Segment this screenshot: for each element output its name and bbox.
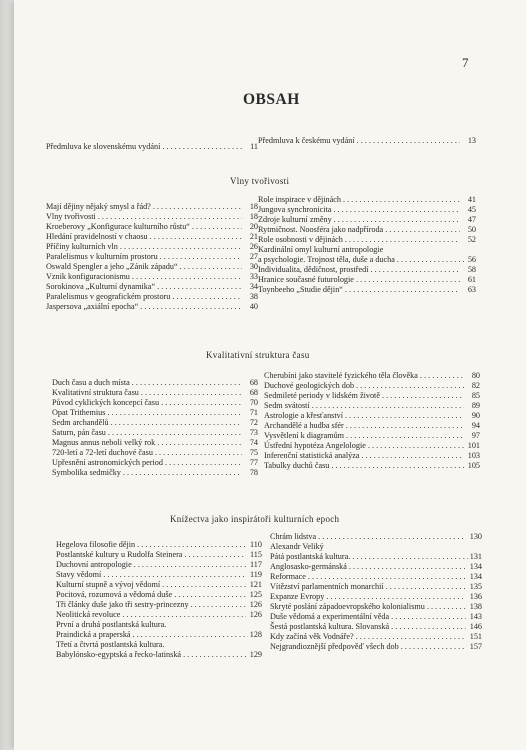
toc-entry-title: Sedm svátostí bbox=[264, 401, 310, 410]
dot-leader bbox=[184, 550, 246, 560]
toc-entry-title: Astrologie a křesťanství bbox=[264, 411, 343, 420]
book-page bbox=[14, 0, 526, 750]
toc-entry[interactable] bbox=[52, 408, 258, 418]
section-heading: Vlny tvořivosti bbox=[230, 176, 290, 186]
toc-entry-page: 58 bbox=[467, 265, 476, 274]
dot-leader bbox=[153, 202, 242, 212]
toc-entry-title: Paralelismus v kulturním prostoru bbox=[46, 252, 158, 261]
toc-entry[interactable] bbox=[46, 242, 258, 252]
toc-entry[interactable] bbox=[258, 235, 476, 245]
toc-entry[interactable]: Předmluva ke slovenskému vydání . . . 11 bbox=[46, 142, 258, 152]
toc-entry-title: Tabulky duchů času bbox=[264, 461, 330, 470]
toc-entry-title: Sorokinova „Kulturní dynamika“ bbox=[46, 282, 156, 291]
toc-entry[interactable] bbox=[270, 622, 482, 632]
dot-leader bbox=[192, 222, 242, 232]
toc-entry-title: Kulturní stupně a vývoj vědomí bbox=[56, 580, 161, 589]
toc-entry[interactable] bbox=[52, 388, 258, 398]
toc-entry-page: 18 bbox=[249, 212, 258, 221]
dot-leader bbox=[98, 212, 242, 222]
dot-leader bbox=[155, 448, 242, 458]
toc-entry[interactable]: Předmluva k českému vydání . . . 13 bbox=[258, 136, 476, 146]
toc-entry-title: Praindická a praperská bbox=[56, 630, 131, 639]
dot-leader bbox=[386, 582, 466, 592]
toc-entry-page: 103 bbox=[467, 451, 480, 460]
dot-leader bbox=[133, 630, 248, 640]
toc-entry-title: Duše vědomá a experimentální věda bbox=[270, 612, 390, 621]
dot-leader bbox=[172, 292, 242, 302]
dot-leader bbox=[180, 262, 242, 272]
toc-entry-title: Jaspersova „axiální epocha“ bbox=[46, 302, 139, 311]
toc-entry-title: Expanze Evropy bbox=[270, 592, 325, 601]
toc-entry-title: Reformace bbox=[270, 572, 306, 581]
dot-leader bbox=[162, 580, 246, 590]
toc-entry-title: Sedmileté periody v lidském životě bbox=[264, 391, 380, 400]
toc-entry-page: 82 bbox=[471, 381, 480, 390]
toc-entry-page: 52 bbox=[467, 235, 476, 244]
toc-entry[interactable] bbox=[258, 225, 476, 235]
toc-entry[interactable] bbox=[56, 560, 262, 570]
toc-entry[interactable] bbox=[264, 441, 480, 451]
dot-leader bbox=[397, 255, 466, 265]
toc-entry-page: 72 bbox=[249, 418, 258, 427]
toc-column-left bbox=[56, 540, 262, 660]
dot-leader bbox=[349, 562, 466, 572]
dot-leader bbox=[345, 285, 460, 295]
toc-entry-title: Archandělé a hudba sfér bbox=[264, 421, 344, 430]
toc-entry-title: Vznik konfiguracionismu bbox=[46, 272, 130, 281]
toc-entry-page: 126 bbox=[249, 610, 262, 619]
dot-leader bbox=[108, 428, 242, 438]
toc-entry[interactable] bbox=[46, 292, 258, 302]
toc-entry-page: 129 bbox=[249, 650, 262, 659]
dot-leader bbox=[346, 421, 464, 431]
toc-entry-page: 27 bbox=[249, 252, 258, 261]
toc-entry-page: 105 bbox=[467, 461, 480, 470]
toc-entry[interactable] bbox=[46, 222, 258, 232]
toc-entry-page: 75 bbox=[249, 448, 258, 457]
toc-entry-title: a psychologie. Trojnost těla, duše a ducha bbox=[258, 255, 395, 264]
dot-leader bbox=[123, 468, 242, 478]
dot-leader bbox=[345, 411, 464, 421]
toc-entry-title: Anglosasko-germánská bbox=[270, 562, 347, 571]
toc-entry-page: 101 bbox=[467, 441, 480, 450]
toc-entry[interactable] bbox=[258, 205, 476, 215]
toc-entry[interactable] bbox=[258, 245, 476, 265]
toc-entry[interactable] bbox=[270, 642, 482, 652]
dot-leader bbox=[132, 378, 242, 388]
dot-leader bbox=[343, 195, 460, 205]
toc-entry-title: Pátá postlantská kultura. bbox=[270, 552, 351, 561]
toc-entry-title: Upřesnění astronomických period bbox=[52, 458, 163, 467]
toc-entry-title: Původ cyklických koncepcí času bbox=[52, 398, 160, 407]
toc-entry-title: Neolitická revoluce bbox=[56, 610, 121, 619]
toc-column-left bbox=[46, 202, 258, 312]
toc-entry-title: Zdroje kulturní změny bbox=[258, 215, 332, 224]
dot-leader bbox=[361, 451, 464, 461]
toc-entry-page: 71 bbox=[249, 408, 258, 417]
toc-entry-page: 151 bbox=[469, 632, 482, 641]
dot-leader bbox=[318, 532, 466, 542]
toc-entry-page: 131 bbox=[469, 552, 482, 561]
toc-entry-page: 138 bbox=[469, 602, 482, 611]
dot-leader bbox=[345, 235, 460, 245]
dot-leader bbox=[191, 600, 246, 610]
toc-entry[interactable] bbox=[270, 632, 482, 642]
dot-leader bbox=[161, 398, 242, 408]
toc-entry[interactable] bbox=[270, 572, 482, 582]
toc-entry[interactable] bbox=[264, 451, 480, 461]
toc-entry[interactable] bbox=[46, 252, 258, 262]
toc-entry-page: 135 bbox=[469, 582, 482, 591]
toc-entry-page: 85 bbox=[471, 391, 480, 400]
toc-entry-title: Kvalitativní struktura času bbox=[52, 388, 139, 397]
toc-entry-line: Třetí a čtvrtá postlantská kultura. bbox=[56, 640, 165, 649]
toc-entry[interactable] bbox=[258, 265, 476, 275]
toc-entry[interactable] bbox=[52, 458, 258, 468]
toc-entry-page: 128 bbox=[249, 630, 262, 639]
toc-entry-title: Kdy začíná věk Vodnáře? bbox=[270, 632, 354, 641]
toc-entry[interactable] bbox=[56, 600, 262, 610]
dot-leader bbox=[132, 272, 242, 282]
toc-entry-title: Cherubíni jako stavitelé fyzického těla člověka bbox=[264, 371, 418, 380]
toc-entry[interactable] bbox=[258, 195, 476, 205]
toc-entry-page: 61 bbox=[467, 275, 476, 284]
toc-entry-page: 70 bbox=[249, 398, 258, 407]
toc-entry-page: 89 bbox=[471, 401, 480, 410]
toc-entry[interactable] bbox=[56, 590, 262, 600]
toc-entry-title: Chrám lidstva bbox=[270, 532, 317, 541]
toc-entry-title: Saturn, pán času bbox=[52, 428, 106, 437]
toc-entry[interactable] bbox=[52, 438, 258, 448]
toc-entry-page: 97 bbox=[471, 431, 480, 440]
toc-entry-page: 40 bbox=[249, 302, 258, 311]
toc-entry-title: Hegelova filosofie dějin bbox=[56, 540, 136, 549]
toc-entry-page: 143 bbox=[469, 612, 482, 621]
toc-entry[interactable] bbox=[264, 401, 480, 411]
toc-entry-title: Magnus annus neboli velký rok bbox=[52, 438, 156, 447]
dot-leader bbox=[356, 632, 466, 642]
dot-leader bbox=[331, 461, 464, 471]
toc-entry-title: Skryté poslání západoevropského kolonialismu bbox=[270, 602, 425, 611]
toc-entry[interactable] bbox=[56, 570, 262, 580]
toc-entry-page: 50 bbox=[467, 225, 476, 234]
toc-entry-title: Stavy vědomí bbox=[56, 570, 102, 579]
toc-entry[interactable] bbox=[264, 411, 480, 421]
toc-entry[interactable] bbox=[52, 398, 258, 408]
toc-entry-title: Babylónsko-egyptská a řecko-latinská bbox=[56, 650, 182, 659]
toc-entry[interactable] bbox=[270, 542, 482, 562]
toc-entry-title: Sedm archandělů bbox=[52, 418, 109, 427]
toc-entry-title: Inferenční statistická analýza bbox=[264, 451, 360, 460]
toc-entry[interactable] bbox=[264, 381, 480, 391]
toc-entry-page: 21 bbox=[249, 232, 258, 241]
toc-entry-title: Kroeberovy „Konfigurace kulturního růstu“ bbox=[46, 222, 190, 231]
toc-entry[interactable] bbox=[46, 212, 258, 222]
toc-entry-page: 126 bbox=[249, 600, 262, 609]
toc-entry-page: 68 bbox=[249, 378, 258, 387]
toc-entry[interactable] bbox=[264, 391, 480, 401]
dot-leader bbox=[137, 540, 246, 550]
dot-leader bbox=[308, 572, 466, 582]
toc-entry-page: 18 bbox=[249, 202, 258, 211]
toc-entry-title: Hranice současné futurologie bbox=[258, 275, 354, 284]
toc-entry[interactable] bbox=[52, 428, 258, 438]
dot-leader bbox=[427, 602, 466, 612]
toc-entry-page: 136 bbox=[469, 592, 482, 601]
dot-leader bbox=[385, 225, 460, 235]
toc-entry-line: První a druhá postlantská kultura. bbox=[56, 620, 167, 629]
toc-column-right bbox=[264, 371, 480, 471]
toc-entry-title: Individualita, dědičnost, prostředí bbox=[258, 265, 369, 274]
toc-entry[interactable] bbox=[46, 272, 258, 282]
toc-entry-title: Tři články duše jako tři sestry-princezny bbox=[56, 600, 189, 609]
toc-entry-page: 34 bbox=[249, 282, 258, 291]
toc-entry[interactable] bbox=[270, 602, 482, 612]
page-title: OBSAH bbox=[243, 91, 300, 108]
toc-entry-title: Duchovní antropologie bbox=[56, 560, 132, 569]
toc-entry[interactable] bbox=[56, 640, 262, 660]
toc-entry-page: 68 bbox=[249, 388, 258, 397]
toc-entry[interactable] bbox=[258, 215, 476, 225]
toc-entry-page: 74 bbox=[249, 438, 258, 447]
toc-entry-title: Mají dějiny nějaký smysl a řád? bbox=[46, 202, 151, 211]
toc-entry[interactable] bbox=[264, 371, 480, 381]
dot-leader bbox=[312, 401, 464, 411]
toc-entry[interactable] bbox=[46, 302, 258, 312]
section-heading: Knížectva jako inspirátoři kulturních epoch bbox=[170, 514, 340, 524]
dot-leader bbox=[382, 391, 464, 401]
dot-leader bbox=[122, 610, 246, 620]
toc-column-right bbox=[258, 195, 476, 295]
toc-entry-title: Nejgrandioznější předpověď všech dob bbox=[270, 642, 399, 651]
dot-leader bbox=[371, 265, 460, 275]
dot-leader bbox=[183, 650, 248, 660]
toc-entry-title: Vysvětlení k diagramům bbox=[264, 431, 345, 440]
dot-leader bbox=[346, 431, 464, 441]
toc-entry-title: Šestá postlantská kultura. Slovanská bbox=[270, 622, 390, 631]
dot-leader bbox=[165, 458, 242, 468]
dot-leader bbox=[103, 570, 246, 580]
dot-leader bbox=[326, 592, 466, 602]
toc-entry-page: 73 bbox=[249, 428, 258, 437]
dot-leader bbox=[140, 302, 242, 312]
toc-entry-title: Oswald Spengler a jeho „Zánik západu“ bbox=[46, 262, 178, 271]
toc-entry-page: 90 bbox=[471, 411, 480, 420]
toc-entry[interactable] bbox=[52, 448, 258, 458]
toc-entry-page: 94 bbox=[471, 421, 480, 430]
preface-right bbox=[258, 136, 476, 146]
toc-entry[interactable] bbox=[264, 461, 480, 471]
toc-entry-page: 146 bbox=[469, 622, 482, 631]
toc-entry-page: 130 bbox=[469, 532, 482, 541]
toc-entry-page: 134 bbox=[469, 572, 482, 581]
toc-entry-page: 26 bbox=[249, 242, 258, 251]
toc-entry-title: Duchové geologických dob bbox=[264, 381, 355, 390]
toc-entry-page: 134 bbox=[469, 562, 482, 571]
toc-entry-title: Symbolika sedmičky bbox=[52, 468, 121, 477]
toc-entry-title: Duch času a duch místa bbox=[52, 378, 130, 387]
dot-leader bbox=[160, 252, 242, 262]
toc-entry-title: Rytmičnost. Noosféra jako nadpříroda bbox=[258, 225, 384, 234]
toc-entry-title: Jungova synchronicita bbox=[258, 205, 332, 214]
toc-entry[interactable] bbox=[56, 540, 262, 550]
toc-entry-page: 33 bbox=[249, 272, 258, 281]
dot-leader bbox=[334, 215, 460, 225]
toc-entry[interactable] bbox=[270, 532, 482, 542]
toc-column-left bbox=[52, 378, 258, 478]
dot-leader bbox=[120, 242, 242, 252]
toc-entry-page: 117 bbox=[250, 560, 262, 569]
dot-leader bbox=[391, 612, 466, 622]
toc-entry[interactable] bbox=[46, 202, 258, 212]
toc-entry-title: Opat Trithemius bbox=[52, 408, 106, 417]
toc-entry-line: Kardinální omyl kulturní antropologie bbox=[258, 245, 384, 254]
dot-leader bbox=[368, 441, 464, 451]
toc-entry-page: 47 bbox=[467, 215, 476, 224]
toc-entry[interactable] bbox=[46, 262, 258, 272]
toc-entry-title: Toynbeeho „Studie dějin“ bbox=[258, 285, 343, 294]
toc-entry[interactable] bbox=[264, 421, 480, 431]
preface-left bbox=[46, 142, 258, 152]
dot-leader bbox=[141, 388, 242, 398]
toc-entry-title: Příčiny kulturních vln bbox=[46, 242, 118, 251]
dot-leader bbox=[356, 275, 460, 285]
toc-entry-page: 30 bbox=[249, 262, 258, 271]
dot-leader bbox=[333, 205, 460, 215]
toc-entry-page: 110 bbox=[250, 540, 262, 549]
toc-entry[interactable] bbox=[46, 282, 258, 292]
toc-entry-page: 115 bbox=[250, 550, 262, 559]
toc-entry[interactable] bbox=[46, 232, 258, 242]
toc-entry[interactable] bbox=[52, 468, 258, 478]
toc-entry-title: Vlny tvořivosti bbox=[46, 212, 96, 221]
toc-entry-page: 80 bbox=[471, 371, 480, 380]
dot-leader bbox=[356, 381, 464, 391]
toc-entry[interactable] bbox=[56, 580, 262, 590]
toc-entry[interactable] bbox=[52, 418, 258, 428]
dot-leader bbox=[391, 622, 466, 632]
toc-entry[interactable] bbox=[270, 582, 482, 592]
toc-entry-page: 20 bbox=[249, 222, 258, 231]
section-heading: Kvalitativní struktura času bbox=[206, 350, 310, 360]
toc-column-right bbox=[270, 532, 482, 652]
toc-entry-title: Postlantské kultury u Rudolfa Steinera bbox=[56, 550, 183, 559]
toc-entry-title: Paralelismus v geografickém prostoru bbox=[46, 292, 171, 301]
toc-entry-page: 125 bbox=[249, 590, 262, 599]
toc-entry-page: 157 bbox=[469, 642, 482, 651]
toc-entry-title: Pocitová, rozumová a vědomá duše bbox=[56, 590, 173, 599]
toc-entry-page: 41 bbox=[467, 195, 476, 204]
toc-entry-page: 77 bbox=[249, 458, 258, 467]
dot-leader bbox=[134, 560, 246, 570]
dot-leader bbox=[401, 642, 466, 652]
toc-entry[interactable] bbox=[270, 562, 482, 572]
toc-entry-page: 121 bbox=[249, 580, 262, 589]
dot-leader bbox=[157, 282, 242, 292]
dot-leader bbox=[111, 418, 242, 428]
toc-entry-title: Vítězství parlamentních monarchií bbox=[270, 582, 384, 591]
toc-entry-title: Role inspirace v dějinách bbox=[258, 195, 341, 204]
toc-entry-page: 78 bbox=[249, 468, 258, 477]
toc-entry-page: 38 bbox=[249, 292, 258, 301]
dot-leader bbox=[150, 232, 242, 242]
toc-entry-page: 56 bbox=[467, 255, 476, 264]
toc-entry[interactable] bbox=[56, 620, 262, 640]
page-number: 7 bbox=[462, 55, 469, 70]
book-gutter bbox=[0, 0, 14, 750]
toc-entry-page: 63 bbox=[467, 285, 476, 294]
toc-entry[interactable] bbox=[56, 550, 262, 560]
toc-entry[interactable] bbox=[264, 431, 480, 441]
toc-entry-page: 119 bbox=[250, 570, 262, 579]
toc-entry[interactable] bbox=[258, 285, 476, 295]
toc-entry[interactable] bbox=[270, 612, 482, 622]
toc-entry[interactable] bbox=[52, 378, 258, 388]
dot-leader bbox=[157, 438, 242, 448]
dot-leader bbox=[107, 408, 242, 418]
toc-entry-line: Alexandr Veliký bbox=[270, 542, 324, 551]
toc-entry-title: Ústřední hypotéza Angelologie bbox=[264, 441, 366, 450]
toc-entry[interactable] bbox=[270, 592, 482, 602]
toc-entry-title: Role osobnosti v dějinách bbox=[258, 235, 343, 244]
dot-leader bbox=[174, 590, 246, 600]
toc-entry[interactable] bbox=[258, 275, 476, 285]
dot-leader bbox=[352, 552, 467, 562]
toc-entry-title: Hledání pravidelností v chaosu bbox=[46, 232, 148, 241]
toc-entry-title: 720-letí a 72-letí duchové času bbox=[52, 448, 153, 457]
toc-entry-page: 45 bbox=[467, 205, 476, 214]
dot-leader bbox=[420, 371, 464, 381]
toc-entry[interactable] bbox=[56, 610, 262, 620]
